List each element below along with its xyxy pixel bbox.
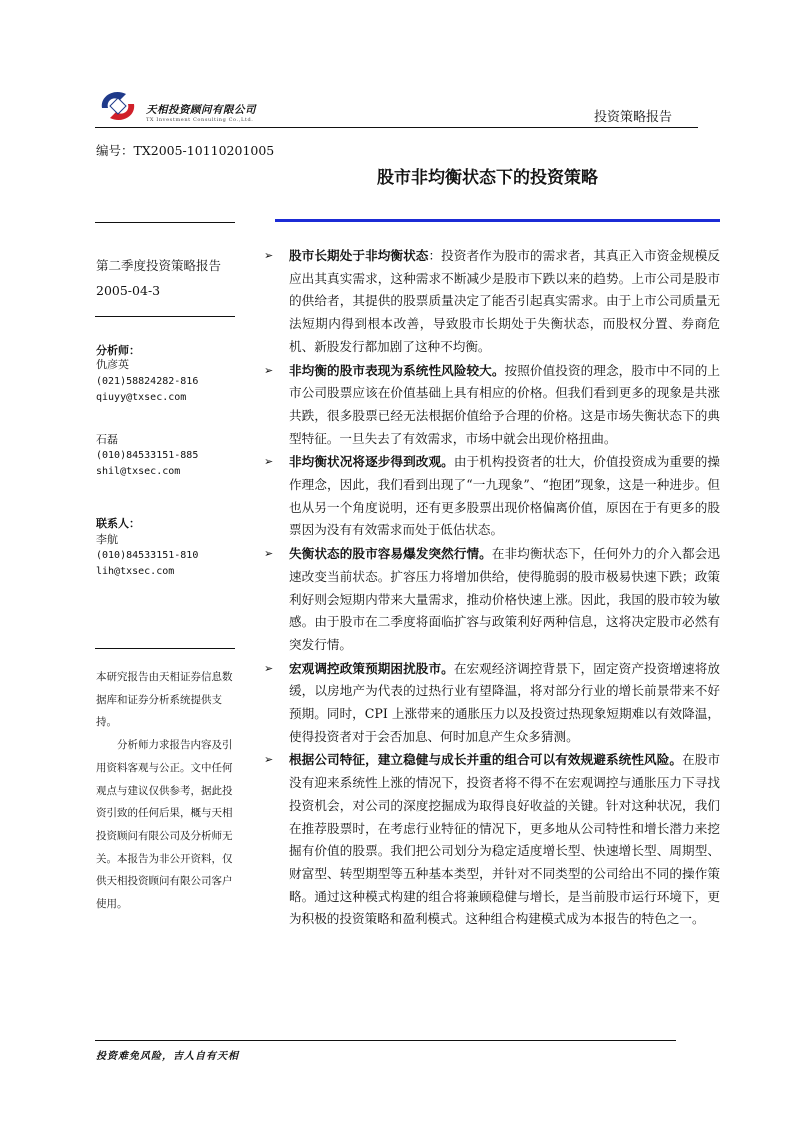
bullet-lead: 非均衡状况将逐步得到改观。 bbox=[289, 454, 454, 470]
sidebar-divider bbox=[95, 316, 235, 317]
sidebar-divider bbox=[95, 222, 235, 223]
footer-slogan: 投资难免风险，吉人自有天相 bbox=[96, 1051, 239, 1062]
arrow-bullet-icon: ➢ bbox=[264, 661, 274, 675]
bullet-text: ：投资者作为股市的需求者，其真正入市资金规模反应出其真实需求，这种需求不断减少是股市下跌以来的趋势。上市公司是股市的供给者，其提供的股票质量决定了能否引起真实需求。由于上市公司质量无法短期内得到根本改善，导致股市长期处于失衡状态，而股权分置、券商危机、新股发行都加剧了这种不均衡。 bbox=[289, 248, 721, 354]
summary-list bbox=[264, 245, 721, 932]
disclaimer-paragraph: 分析师力求报告内容及引用资料客观与公正。文中任何观点与建议仅供参考，据此投资引致的任何后果，概与天相投资顾问有限公司及分析师无关。本报告为非公开资料，仅供天相投资顾问有限公司客户使用。 bbox=[96, 739, 233, 911]
sidebar-divider bbox=[95, 648, 235, 649]
bullet-lead: 宏观调控政策预期困扰股市。 bbox=[289, 660, 454, 676]
bullet-lead: 根据公司特征，建立稳健与成长并重的组合可以有效规避系统性风险。 bbox=[289, 752, 683, 768]
list-item bbox=[264, 543, 721, 657]
bullet-text: 在宏观经济调控背景下，固定资产投资增速将放缓，以房地产为代表的过热行业有望降温，将对部分行业的增长前景带来不好预期。同时，CPI 上涨带来的通胀压力以及投资过热现象短期难以有效降温，使得投资者对于会否加息、何时加息产生众多猜测。 bbox=[289, 660, 721, 744]
contact-email[interactable]: lih@txsec.com bbox=[96, 566, 175, 577]
bullet-text: 由于机构投资者的壮大，价值投资成为重要的操作理念，因此，我们看到出现了“一九现象”、“抱团”现象，这是一种进步。但也从另一个角度说明，还有更多股票出现价格偏离价值，原因在于有更多的股票因为没有有效需求而处于低估状态。 bbox=[289, 454, 721, 538]
header-divider bbox=[95, 127, 698, 128]
tianxiang-logo-icon bbox=[96, 86, 140, 126]
serial-number: 编号：TX2005-10110201005 bbox=[96, 143, 275, 158]
arrow-bullet-icon: ➢ bbox=[264, 363, 274, 377]
report-type: 投资策略报告 bbox=[594, 110, 673, 125]
list-item bbox=[264, 658, 721, 749]
list-item bbox=[264, 360, 721, 451]
analyst-email[interactable]: shil@txsec.com bbox=[96, 466, 181, 477]
bullet-lead: 股市长期处于非均衡状态 bbox=[289, 248, 429, 263]
bullet-text: 按照价值投资的理念，股市中不同的上市公司股票应该在价值基础上具有相应的价格。但我们看到更多的现象是共涨共跌，很多股票已经无法根据价值给予合理的价格。这是市场失衡状态下的典型特征。一旦失去了有效需求，市场中就会出现价格扭曲。 bbox=[289, 362, 721, 446]
company-name-en: TX Investment Consulting Co.,Ltd. bbox=[146, 117, 254, 123]
bullet-text: 在股市没有迎来系统性上涨的情况下，投资者将不得不在宏观调控与通胀压力下寻找投资机会，对公司的深度挖掘成为取得良好收益的关键。针对这种状况，我们在推荐股票时，在考虑行业特征的情况下，更多地从公司特性和增长潜力来挖掘有价值的股票。我们把公司划分为稳定适度增长型、快速增长型、周期型、财富型、转型期型等五种基本类型，并针对不同类型的公司给出不同的操作策略。通过这种模式构建的组合将兼顾稳健与增长，是当前股市运行环境下，更为积极的投资策略和盈利模式。这种组合构建模式成为本报告的特色之一。 bbox=[289, 752, 721, 927]
arrow-bullet-icon: ➢ bbox=[264, 547, 274, 561]
contact-phone: (010)84533151-810 bbox=[96, 550, 199, 561]
analysts-heading: 分析师： bbox=[96, 344, 140, 357]
analyst-phone: (021)58824282-816 bbox=[96, 376, 199, 387]
list-item bbox=[264, 749, 721, 931]
analyst-name: 石磊 bbox=[96, 433, 118, 446]
report-date: 2005-04-3 bbox=[96, 283, 161, 298]
arrow-bullet-icon: ➢ bbox=[264, 249, 274, 262]
page-title: 股市非均衡状态下的投资策略 bbox=[377, 168, 598, 188]
disclaimer bbox=[96, 666, 236, 916]
report-label: 第二季度投资策略报告 bbox=[96, 258, 222, 273]
disclaimer-paragraph: 本研究报告由天相证券信息数据库和证券分析系统提供支持。 bbox=[96, 671, 233, 729]
list-item bbox=[264, 451, 721, 542]
bullet-lead: 非均衡的股市表现为系统性风险较大。 bbox=[289, 362, 505, 378]
arrow-bullet-icon: ➢ bbox=[264, 753, 274, 767]
analyst-name: 仇彦英 bbox=[96, 358, 129, 371]
footer-divider bbox=[95, 1040, 676, 1041]
analyst-phone: (010)84533151-885 bbox=[96, 450, 199, 461]
bullet-text: 在非均衡状态下，任何外力的介入都会迅速改变当前状态。扩容压力将增加供给，使得脆弱的股市极易快速下跌；政策利好则会短期内带来大量需求，推动价格快速上涨。因此，我国的股市较为敏感。由于股市在二季度将面临扩容与政策利好两种信息，这将决定股市必然有突发行情。 bbox=[289, 546, 721, 652]
analyst-email[interactable]: qiuyy@txsec.com bbox=[96, 392, 187, 403]
arrow-bullet-icon: ➢ bbox=[264, 455, 274, 469]
bullet-lead: 失衡状态的股市容易爆发突然行情。 bbox=[289, 546, 492, 562]
list-item bbox=[264, 245, 721, 359]
title-accent-bar bbox=[275, 219, 720, 222]
contact-heading: 联系人： bbox=[96, 517, 140, 530]
contact-name: 李航 bbox=[96, 533, 118, 546]
company-name: 天相投资顾问有限公司 bbox=[146, 104, 256, 116]
